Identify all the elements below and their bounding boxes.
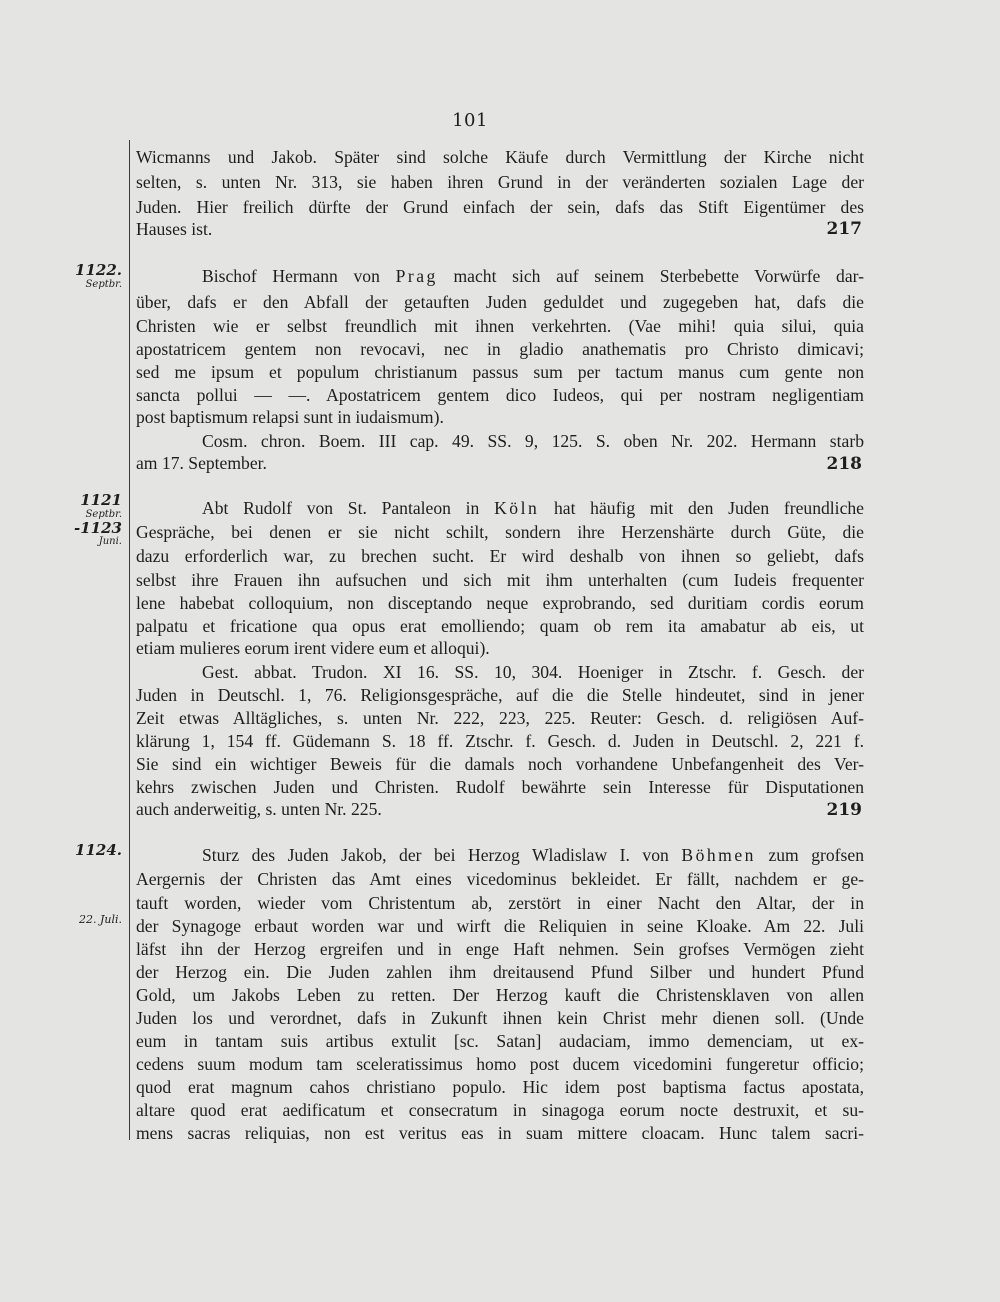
- text-line: mens sacras reliquias, non est veritus eas in suam mittere cloacam. Hunc talem sacri-: [136, 1123, 864, 1143]
- text-line: selten, s. unten Nr. 313, sie haben ihren Grund in der veränderten sozialen Lage der: [136, 172, 864, 192]
- citation-line: klärung 1, 154 ff. Güdemann S. 18 ff. Ztschr. f. Gesch. d. Juden in Deutschl. 2, 221 f.: [136, 731, 864, 751]
- marginal-year-end: -1123: [74, 518, 122, 537]
- text-line: Gold, um Jakobs Leben zu retten. Der Herzog kauft die Christensklaven von allen: [136, 985, 864, 1005]
- page-number: 101: [452, 110, 488, 131]
- entry-number: 217: [826, 219, 862, 239]
- text-line: lene habebat colloquium, non disceptando neque exprobrando, sed duritiam cordis eorum: [136, 593, 864, 613]
- text-line: sancta pollui — —. Apostatricem gentem dico Iudeos, qui per nostram negligentiam: [136, 385, 864, 405]
- text-line: Aergernis der Christen das Amt eines vicedominus bekleidet. Er fällt, nachdem er ge-: [136, 869, 864, 889]
- text-line: der Herzog ein. Die Juden zahlen ihm dreitausend Pfund Silber und hundert Pfund: [136, 962, 864, 982]
- text-line: Juden los und verordnet, dafs in Zukunft ihnen kein Christ mehr dienen soll. (Unde: [136, 1008, 864, 1028]
- marginal-date-1124: [60, 842, 122, 859]
- citation-line: Zeit etwas Alltägliches, s. unten Nr. 222, 223, 225. Reuter: Gesch. d. religiösen Auf-: [136, 708, 864, 728]
- citation-line: Gest. abbat. Trudon. XI 16. SS. 10, 304. Hoeniger in Ztschr. f. Gesch. der: [202, 662, 864, 682]
- text-line: der Synagoge erbaut worden war und wirft die Reliquien in seine Kloake. Am 22. Juli: [136, 916, 864, 936]
- text-line: Sturz des Juden Jakob, der bei Herzog Wladislaw I. von Böhmen zum grofsen: [202, 845, 864, 865]
- citation-line: Juden in Deutschl. 1, 76. Religionsgespräche, auf die die Stelle hindeutet, sind in jener: [136, 685, 864, 705]
- text-line: palpatu et fricatione qua opus erat emolliendo; quam ob rem ita amabatur ab eis, ut: [136, 616, 864, 636]
- text-line: Gespräche, bei denen er sie nicht schilt, sondern ihre Herzenshärte durch Güte, die: [136, 522, 864, 542]
- citation-line: Sie sind ein wichtiger Beweis für die damals noch vorhandene Unbefangenheit des Ver-: [136, 754, 864, 774]
- text-line: post baptismum relapsi sunt in iudaismum).: [136, 407, 444, 427]
- marginal-date-22-juli: [60, 914, 122, 926]
- text-line: dazu erforderlich war, zu brechen sucht. Er wird deshalb von ihnen so geliebt, dafs: [136, 546, 864, 566]
- text-line: selbst ihre Frauen ihn aufsuchen und sich mit ihm unterhalten (cum Iudeis frequenter: [136, 570, 864, 590]
- text-line: Christen wie er selbst freundlich mit ihnen verkehrten. (Vae mihi! quia silui, quia: [136, 316, 864, 336]
- marginal-year: 1124.: [75, 841, 122, 859]
- text-line: altare quod erat aedificatum et consecratum in sinagoga eorum nocte destruxit, et su-: [136, 1100, 864, 1120]
- text-line: über, dafs er den Abfall der getauften Juden geduldet und zugegeben hat, dafs die: [136, 292, 864, 312]
- text-line: quod erat magnum cahos christiano populo. Hic idem post baptisma factus apostata,: [136, 1077, 864, 1097]
- marginal-year: 1121: [80, 491, 122, 509]
- text-line: Abt Rudolf von St. Pantaleon in Köln hat häufig mit den Juden freundliche: [202, 498, 864, 518]
- text-line: tauft worden, wieder vom Christentum ab, zerstört in einer Nacht den Altar, der in: [136, 893, 864, 913]
- text-line: eum in tantam suis artibus extulit [sc. Satan] audaciam, immo demenciam, ut ex-: [136, 1031, 864, 1051]
- marginal-date-1121-1123: [60, 492, 122, 547]
- marginal-month: Septbr.: [85, 508, 122, 520]
- entry-number: 219: [826, 800, 862, 820]
- entry-number: 218: [826, 454, 862, 474]
- text-line: läfst ihn der Herzog ergreifen und in enge Haft nehmen. Sein grofses Vermögen zieht: [136, 939, 864, 959]
- citation-line: kehrs zwischen Juden und Christen. Rudolf bewährte sein Interesse für Disputationen: [136, 777, 864, 797]
- text-line: Bischof Hermann von Prag macht sich auf seinem Sterbebette Vorwürfe dar-: [202, 266, 864, 286]
- citation-line: Cosm. chron. Boem. III cap. 49. SS. 9, 125. S. oben Nr. 202. Hermann starb: [202, 431, 864, 451]
- marginal-year: 1122.: [75, 261, 122, 279]
- margin-rule: [129, 140, 130, 1140]
- text-line: cedens suum modum tam sceleratissimus homo post ducem vicedomini fungeretur officio;: [136, 1054, 864, 1074]
- text-line: Wicmanns und Jakob. Später sind solche Käufe durch Vermittlung der Kirche nicht: [136, 147, 864, 167]
- marginal-date-1122: [60, 262, 122, 290]
- text-line: Juden. Hier freilich dürfte der Grund einfach der sein, dafs das Stift Eigentümer des: [136, 197, 864, 217]
- text-line: sed me ipsum et populum christianum passus sum per tactum manus cum gente non: [136, 362, 864, 382]
- text-line: Hauses ist.: [136, 219, 213, 239]
- text-line: apostatricem gentem non revocavi, nec in gladio anathematis pro Christo dimicavi;: [136, 339, 864, 359]
- citation-line: am 17. September.: [136, 453, 267, 473]
- marginal-day: 22. Juli.: [78, 913, 122, 926]
- text-line: etiam mulieres eorum irent videre eum et alloqui).: [136, 638, 490, 658]
- citation-line: auch anderweitig, s. unten Nr. 225.: [136, 799, 382, 819]
- marginal-month-end: Juni.: [98, 536, 122, 547]
- marginal-month: Septbr.: [85, 278, 122, 290]
